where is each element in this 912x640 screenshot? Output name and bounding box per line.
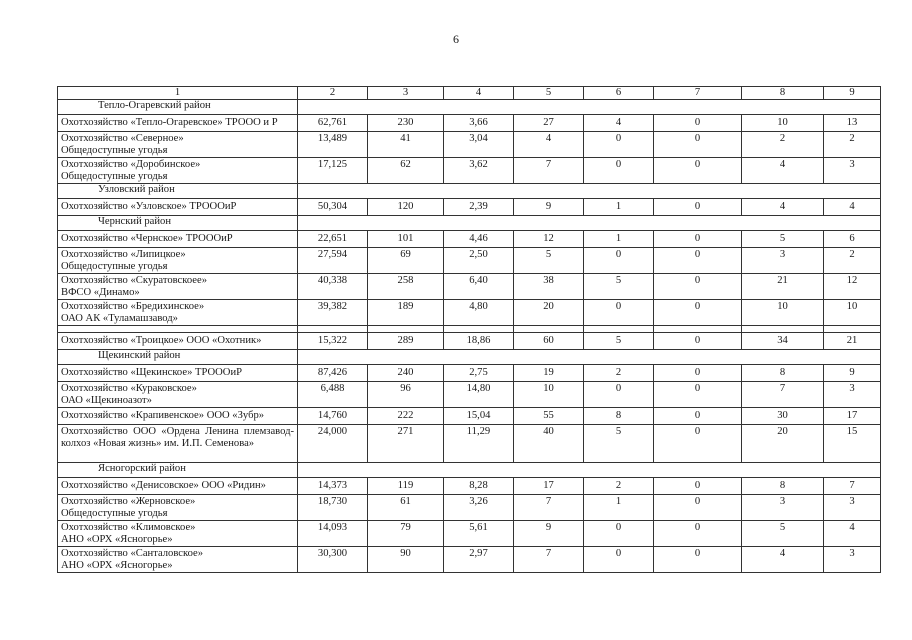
value-cell: 2,50	[444, 248, 514, 274]
hunting-ground-name: Охотхозяйство «Скуратовскоее» ВФСО «Динамо»	[58, 274, 298, 300]
value-cell: 5	[742, 521, 824, 547]
value-cell: 3,66	[444, 115, 514, 132]
value-cell: 9	[514, 521, 584, 547]
value-cell: 8	[584, 408, 654, 425]
spacer-cell	[824, 326, 881, 333]
value-cell: 62	[368, 158, 444, 184]
value-cell: 38	[514, 274, 584, 300]
value-cell: 19	[514, 365, 584, 382]
value-cell: 40,338	[298, 274, 368, 300]
value-cell: 17	[514, 478, 584, 495]
hunting-grounds-table	[57, 86, 881, 573]
value-cell: 1	[584, 495, 654, 521]
value-cell: 4,80	[444, 300, 514, 326]
value-cell: 0	[654, 408, 742, 425]
region-row	[58, 350, 881, 365]
value-cell: 4	[742, 199, 824, 216]
column-number: 9	[824, 87, 881, 100]
hunting-ground-name: Охотхозяйство «Доробинское» Общедоступные угодья	[58, 158, 298, 184]
value-cell: 24,000	[298, 425, 368, 463]
value-cell: 12	[824, 274, 881, 300]
column-number: 1	[58, 87, 298, 100]
value-cell: 27	[514, 115, 584, 132]
value-cell: 5	[584, 274, 654, 300]
value-cell: 21	[824, 333, 881, 350]
value-cell: 10	[742, 115, 824, 132]
table-row	[58, 199, 881, 216]
value-cell: 69	[368, 248, 444, 274]
value-cell: 0	[654, 333, 742, 350]
value-cell: 2	[584, 365, 654, 382]
spacer-cell	[584, 326, 654, 333]
hunting-ground-name: Охотхозяйство «Жерновское» Общедоступные угодья	[58, 495, 298, 521]
table-row	[58, 132, 881, 158]
region-empty-cell	[298, 350, 881, 365]
value-cell: 20	[742, 425, 824, 463]
value-cell: 55	[514, 408, 584, 425]
value-cell: 4,46	[444, 231, 514, 248]
value-cell: 4	[514, 132, 584, 158]
value-cell: 41	[368, 132, 444, 158]
table-row	[58, 158, 881, 184]
region-empty-cell	[298, 216, 881, 231]
value-cell: 258	[368, 274, 444, 300]
table-row	[58, 408, 881, 425]
value-cell: 0	[584, 547, 654, 573]
region-empty-cell	[298, 100, 881, 115]
value-cell: 4	[584, 115, 654, 132]
value-cell: 0	[654, 115, 742, 132]
value-cell: 61	[368, 495, 444, 521]
hunting-ground-name: Охотхозяйство «Северное» Общедоступные угодья	[58, 132, 298, 158]
table-row	[58, 115, 881, 132]
value-cell: 5,61	[444, 521, 514, 547]
value-cell: 18,86	[444, 333, 514, 350]
region-name: Тепло-Огаревский район	[58, 100, 298, 115]
value-cell: 12	[514, 231, 584, 248]
value-cell: 0	[584, 382, 654, 408]
spacer-cell	[742, 326, 824, 333]
spacer-cell	[298, 326, 368, 333]
region-name: Узловский район	[58, 184, 298, 199]
region-name: Чернский район	[58, 216, 298, 231]
value-cell: 0	[584, 300, 654, 326]
value-cell: 40	[514, 425, 584, 463]
value-cell: 2,39	[444, 199, 514, 216]
value-cell: 5	[742, 231, 824, 248]
table-row	[58, 521, 881, 547]
value-cell: 4	[824, 521, 881, 547]
region-row	[58, 216, 881, 231]
value-cell: 5	[584, 333, 654, 350]
region-empty-cell	[298, 463, 881, 478]
region-row	[58, 463, 881, 478]
hunting-ground-name: Охотхозяйство «Денисовское» ООО «Ридин»	[58, 478, 298, 495]
column-number-row	[58, 87, 881, 100]
table-row	[58, 495, 881, 521]
hunting-ground-name: Охотхозяйство «Крапивенское» ООО «Зубр»	[58, 408, 298, 425]
value-cell: 0	[654, 478, 742, 495]
value-cell: 0	[584, 158, 654, 184]
value-cell: 3	[742, 495, 824, 521]
region-row	[58, 100, 881, 115]
value-cell: 0	[654, 425, 742, 463]
value-cell: 3	[824, 158, 881, 184]
spacer-cell	[514, 326, 584, 333]
table-row	[58, 478, 881, 495]
value-cell: 39,382	[298, 300, 368, 326]
value-cell: 2	[824, 132, 881, 158]
value-cell: 10	[824, 300, 881, 326]
value-cell: 2	[584, 478, 654, 495]
value-cell: 0	[654, 158, 742, 184]
value-cell: 60	[514, 333, 584, 350]
spacer-cell	[444, 326, 514, 333]
value-cell: 0	[654, 248, 742, 274]
region-name: Ясногорский район	[58, 463, 298, 478]
value-cell: 0	[654, 547, 742, 573]
hunting-ground-name: Охотхозяйство «Троицкое» ООО «Охотник»	[58, 333, 298, 350]
value-cell: 3	[824, 547, 881, 573]
value-cell: 0	[654, 382, 742, 408]
region-row	[58, 184, 881, 199]
value-cell: 189	[368, 300, 444, 326]
value-cell: 4	[742, 547, 824, 573]
value-cell: 3	[824, 495, 881, 521]
page-number: 6	[453, 32, 459, 46]
hunting-ground-name: Охотхозяйство «Липицкое» Общедоступные угодья	[58, 248, 298, 274]
value-cell: 2	[824, 248, 881, 274]
value-cell: 11,29	[444, 425, 514, 463]
value-cell: 0	[584, 248, 654, 274]
table-row	[58, 274, 881, 300]
column-number: 7	[654, 87, 742, 100]
value-cell: 1	[584, 231, 654, 248]
value-cell: 0	[654, 231, 742, 248]
value-cell: 3	[742, 248, 824, 274]
value-cell: 21	[742, 274, 824, 300]
value-cell: 10	[742, 300, 824, 326]
column-number: 5	[514, 87, 584, 100]
table-row	[58, 425, 881, 463]
region-empty-cell	[298, 184, 881, 199]
value-cell: 4	[824, 199, 881, 216]
value-cell: 90	[368, 547, 444, 573]
spacer-cell	[654, 326, 742, 333]
table-row	[58, 365, 881, 382]
value-cell: 7	[742, 382, 824, 408]
value-cell: 30	[742, 408, 824, 425]
hunting-ground-name: Охотхозяйство «Узловское» ТРОООиР	[58, 199, 298, 216]
value-cell: 3	[824, 382, 881, 408]
value-cell: 15	[824, 425, 881, 463]
value-cell: 14,80	[444, 382, 514, 408]
value-cell: 13,489	[298, 132, 368, 158]
value-cell: 17,125	[298, 158, 368, 184]
value-cell: 7	[514, 495, 584, 521]
value-cell: 4	[742, 158, 824, 184]
value-cell: 9	[824, 365, 881, 382]
hunting-ground-name: Охотхозяйство «Кураковское» ОАО «Щекиноазот»	[58, 382, 298, 408]
value-cell: 15,322	[298, 333, 368, 350]
spacer-row	[58, 326, 881, 333]
table-row	[58, 547, 881, 573]
value-cell: 22,651	[298, 231, 368, 248]
hunting-ground-name: Охотхозяйство «Санталовское» АНО «ОРХ «Ясногорье»	[58, 547, 298, 573]
value-cell: 1	[584, 199, 654, 216]
value-cell: 0	[654, 365, 742, 382]
hunting-ground-name: Охотхозяйство «Бредихинское» ОАО АК «Туламашзавод»	[58, 300, 298, 326]
value-cell: 87,426	[298, 365, 368, 382]
hunting-ground-name: Охотхозяйство «Чернское» ТРОООиР	[58, 231, 298, 248]
value-cell: 6,40	[444, 274, 514, 300]
value-cell: 2,97	[444, 547, 514, 573]
value-cell: 17	[824, 408, 881, 425]
value-cell: 18,730	[298, 495, 368, 521]
value-cell: 20	[514, 300, 584, 326]
region-name: Щекинский район	[58, 350, 298, 365]
value-cell: 240	[368, 365, 444, 382]
table-row	[58, 333, 881, 350]
value-cell: 0	[654, 300, 742, 326]
column-number: 4	[444, 87, 514, 100]
value-cell: 6,488	[298, 382, 368, 408]
column-number: 2	[298, 87, 368, 100]
value-cell: 0	[654, 132, 742, 158]
value-cell: 8	[742, 365, 824, 382]
hunting-ground-name: Охотхозяйство «Климовское» АНО «ОРХ «Ясногорье»	[58, 521, 298, 547]
value-cell: 96	[368, 382, 444, 408]
value-cell: 120	[368, 199, 444, 216]
column-number: 6	[584, 87, 654, 100]
table-row	[58, 231, 881, 248]
value-cell: 289	[368, 333, 444, 350]
hunting-ground-name: Охотхозяйство ООО «Ордена Ленина племзавод-колхоз «Новая жизнь» им. И.П. Семенова»	[58, 425, 298, 463]
value-cell: 50,304	[298, 199, 368, 216]
value-cell: 0	[654, 274, 742, 300]
value-cell: 0	[584, 521, 654, 547]
value-cell: 3,62	[444, 158, 514, 184]
value-cell: 3,04	[444, 132, 514, 158]
value-cell: 14,760	[298, 408, 368, 425]
value-cell: 119	[368, 478, 444, 495]
value-cell: 5	[514, 248, 584, 274]
value-cell: 15,04	[444, 408, 514, 425]
value-cell: 271	[368, 425, 444, 463]
value-cell: 0	[654, 199, 742, 216]
value-cell: 34	[742, 333, 824, 350]
value-cell: 2,75	[444, 365, 514, 382]
table-row	[58, 382, 881, 408]
value-cell: 3,26	[444, 495, 514, 521]
spacer-cell	[368, 326, 444, 333]
spacer-cell	[58, 326, 298, 333]
value-cell: 8	[742, 478, 824, 495]
value-cell: 62,761	[298, 115, 368, 132]
value-cell: 101	[368, 231, 444, 248]
value-cell: 27,594	[298, 248, 368, 274]
value-cell: 8,28	[444, 478, 514, 495]
value-cell: 7	[514, 547, 584, 573]
column-number: 8	[742, 87, 824, 100]
hunting-ground-name: Охотхозяйство «Тепло-Огаревское» ТРООО и Р	[58, 115, 298, 132]
value-cell: 79	[368, 521, 444, 547]
value-cell: 6	[824, 231, 881, 248]
value-cell: 0	[654, 521, 742, 547]
value-cell: 10	[514, 382, 584, 408]
value-cell: 2	[742, 132, 824, 158]
value-cell: 0	[654, 495, 742, 521]
value-cell: 5	[584, 425, 654, 463]
value-cell: 9	[514, 199, 584, 216]
value-cell: 0	[584, 132, 654, 158]
value-cell: 14,093	[298, 521, 368, 547]
value-cell: 230	[368, 115, 444, 132]
value-cell: 14,373	[298, 478, 368, 495]
value-cell: 7	[514, 158, 584, 184]
table-row	[58, 300, 881, 326]
table-row	[58, 248, 881, 274]
hunting-ground-name: Охотхозяйство «Щекинское» ТРОООиР	[58, 365, 298, 382]
value-cell: 30,300	[298, 547, 368, 573]
column-number: 3	[368, 87, 444, 100]
value-cell: 7	[824, 478, 881, 495]
value-cell: 222	[368, 408, 444, 425]
value-cell: 13	[824, 115, 881, 132]
